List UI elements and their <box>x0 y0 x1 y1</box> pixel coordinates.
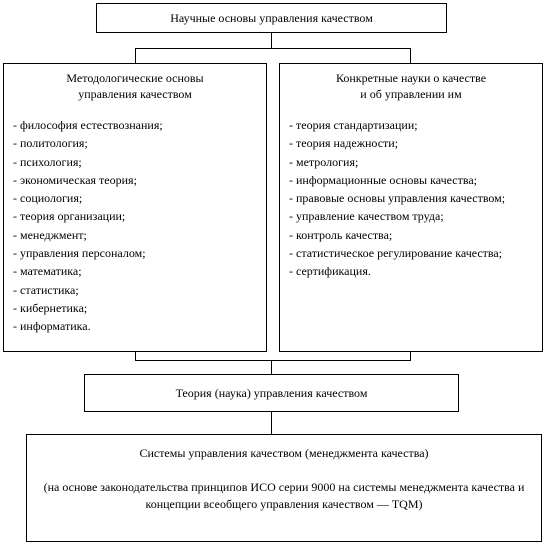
scientific-foundations-title: Научные основы управления качеством <box>170 10 373 25</box>
scientific-foundations-box <box>96 3 447 33</box>
list-item: - контроль качества; <box>289 227 393 242</box>
list-item: - теория организации; <box>13 209 126 224</box>
list-item: - политология; <box>13 136 88 151</box>
connector-to-theory <box>271 360 272 374</box>
list-item: - кибернетика; <box>13 300 88 315</box>
list-item: - статистика; <box>13 282 79 297</box>
list-item: - экономическая теория; <box>13 172 137 187</box>
connector-theory-to-systems <box>271 412 272 434</box>
specific-sciences-title: Конкретные науки о качестве и об управлении им <box>335 71 487 101</box>
list-item: - информатика. <box>13 319 91 334</box>
connector-top-stem <box>271 33 272 48</box>
methodological-foundations-title: Методологические основы управления качеством <box>66 71 204 101</box>
list-item: - информационные основы качества; <box>289 172 478 187</box>
connector-top-right-drop <box>410 48 411 63</box>
list-item: - сертификация. <box>289 264 371 279</box>
connector-right-down <box>410 352 411 360</box>
methodological-list <box>4 116 266 336</box>
list-item: - управления персоналом; <box>13 246 146 261</box>
list-item: - математика; <box>13 264 82 279</box>
list-item: - теория надежности; <box>289 136 399 151</box>
quality-systems-note: (на основе законодательства принципов ИСО серии 9000 на системы менеджмента качества и концепции всеобщего управления качеством — TQM) <box>43 480 525 511</box>
methodological-foundations-box <box>3 63 267 352</box>
quality-systems-box <box>26 434 542 542</box>
connector-top-horizontal <box>135 48 411 49</box>
list-item: - управление качеством труда; <box>289 209 444 224</box>
specific-sciences-box <box>279 63 543 352</box>
list-item: - менеджмент; <box>13 227 87 242</box>
quality-systems-title: Системы управления качеством (менеджмента качества) <box>139 446 429 460</box>
connector-bottom-horizontal <box>135 360 411 361</box>
specific-sciences-list <box>280 116 542 281</box>
list-item: - теория стандартизации; <box>289 118 418 132</box>
connector-left-down <box>135 352 136 360</box>
list-item: - правовые основы управления качеством; <box>289 191 506 206</box>
quality-theory-title: Теория (наука) управления качеством <box>175 385 368 400</box>
list-item: - философия естествознания; <box>13 118 163 132</box>
list-item: - статистическое регулирование качества; <box>289 246 503 261</box>
connector-top-left-drop <box>135 48 136 63</box>
list-item: - метрология; <box>289 154 359 169</box>
quality-theory-box <box>84 374 459 412</box>
list-item: - психология; <box>13 154 82 169</box>
list-item: - социология; <box>13 191 83 206</box>
